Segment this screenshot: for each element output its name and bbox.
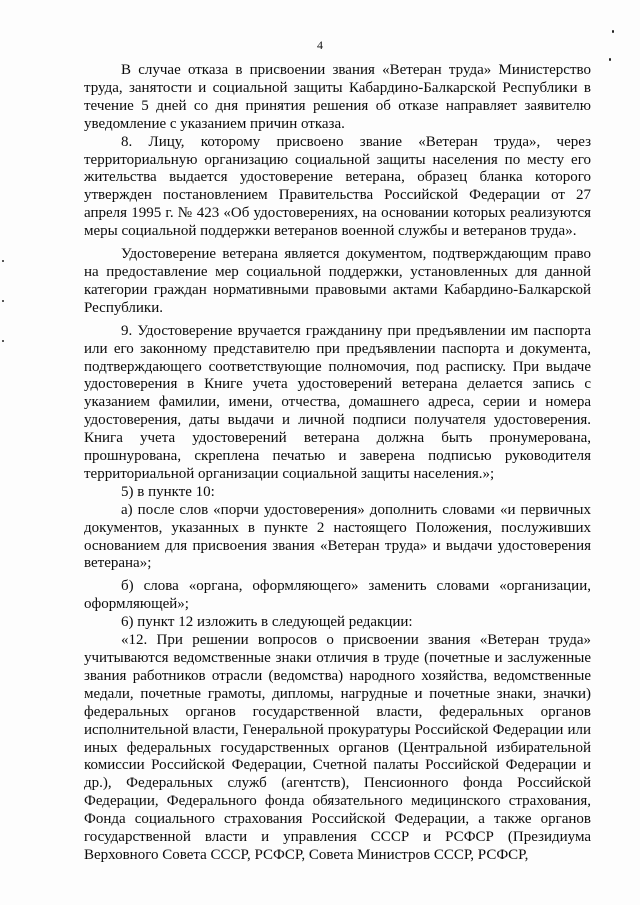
document-body — [84, 62, 591, 865]
paragraph-item-9: 9. Удостоверение вручается гражданину при предъявлении им паспорта или его законному представителю при предъявлении паспорта и документа, подтверждающего соответствующие полномочия, под расписку. При выдаче удостоверения в Книге учета удостоверений ветерана делается запись с указанием фамилии, имени, отчества, домашнего адреса, серии и номера удостоверения, даты выдачи и личной подписи получателя удостоверения. Книга учета удостоверений ветерана должна быть пронумерована, прошнурована, скреплена печатью и заверена подписью руководителя территориальной организации социальной защиты населения.»; — [84, 322, 591, 482]
paragraph-amendment-5b: б) слова «органа, оформляющего» заменить словами «организации, оформляющей»; — [84, 578, 591, 613]
scan-speck — [2, 340, 4, 342]
paragraph-amendment-6: 6) пункт 12 изложить в следующей редакции: — [121, 614, 413, 631]
paragraph-refusal-notice: В случае отказа в присвоении звания «Ветеран труда» Министерство труда, занятости и социальной защиты Кабардино-Балкарской Республики в течение 5 дней со дня принятия решения об отказе направляет заявителю уведомление с указанием причин отказа. — [84, 62, 591, 132]
scan-speck — [612, 30, 614, 33]
paragraph-amendment-5: 5) в пункте 10: — [121, 483, 215, 500]
scan-speck — [2, 300, 4, 302]
paragraph-item-8: 8. Лицу, которому присвоено звание «Ветеран труда», через территориальную организацию социальной защиты населения по месту его жительства выдается удостоверение ветерана, образец бланка которого утвержден постановлением Правительства Российской Федерации от 27 апреля 1995 г. № 423 «Об удостоверениях, на основании которых реализуются меры социальной поддержки ветеранов военной службы и ветеранов труда». — [84, 133, 591, 240]
paragraph-certificate-status: Удостоверение ветерана является документом, подтверждающим право на предоставление мер социальной поддержки, установленных для данной категории граждан нормативными правовыми актами Кабардино-Балкарской Республики. — [84, 246, 591, 316]
paragraph-amendment-5a: а) после слов «порчи удостоверения» дополнить словами «и первичных документов, указанных в пункте 2 настоящего Положения, послуживших основанием для присвоения звания «Ветеран труда» и выдачи удостоверения ветерана»; — [84, 501, 591, 572]
scan-speck — [609, 58, 611, 61]
page-number: 4 — [317, 38, 323, 52]
paragraph-item-12: «12. При решении вопросов о присвоении звания «Ветеран труда» учитываются ведомственные знаки отличия в труде (почетные и заслуженные звания работников отрасли (ведомства) народного хозяйства, ведомственные медали, почетные грамоты, дипломы, нагрудные и почетные знаки, значки) федеральных органов государственной власти, федеральных органов исполнительной власти, Генеральной прокуратуры Российской Федерации или иных федеральных государственных органов (Центральной избирательной комиссии Российской Федерации, Счетной палаты Российской Федерации и др.), Федеральных служб (агентств), Пенсионного фонда Российской Федерации, Федерального фонда обязательного медицинского страхования, Фонда социального страхования Российской Федерации, а также органов государственной власти и управления СССР и РСФСР (Президиума Верховного Совета СССР, РСФСР, Совета Министров СССР, РСФСР, — [84, 632, 591, 863]
scan-speck — [2, 260, 4, 262]
